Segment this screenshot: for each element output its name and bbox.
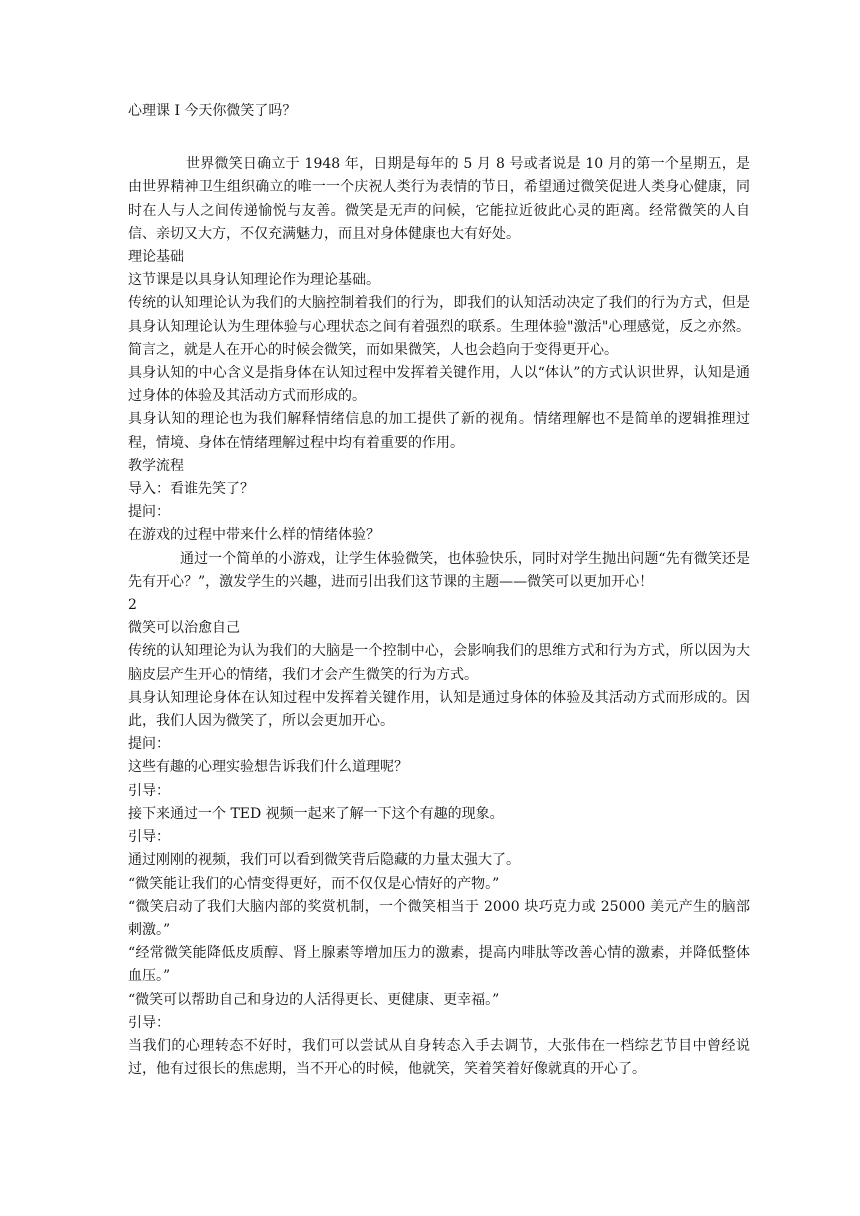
theory-paragraph-1: 这节课是以具身认知理论作为理论基础。: [128, 272, 380, 289]
flow-heading: 教学流程: [128, 457, 184, 474]
section2-guide2-label: 引导：: [128, 829, 170, 846]
section2-guide1-label: 引导：: [128, 782, 170, 799]
section2-paragraph-2: 具身认知理论身体在认知过程中发挥着关键作用，认知是通过身体的体验及其活动方式而形成的。因此，我们人因为微笑了，所以会更加开心。: [128, 689, 750, 730]
flow-question: 在游戏的过程中带来什么样的情绪体验？: [128, 527, 380, 544]
document-title: 心理课 Ⅰ 今天你微笑了吗？: [128, 103, 297, 119]
intro-paragraph: 世界微笑日确立于 1948 年，日期是每年的 5 月 8 号或者说是 10 月的第一个星期五，是由世界精神卫生组织确立的唯一一个庆祝人类行为表情的节日，希望通过微笑促进人类身心健康，同时在人与人之间传递愉悦与友善。微笑是无声的问候，它能拉近彼此心灵的距离。经常微笑的人自信、亲切又大方，不仅充满魅力，而且对身体健康也大有好处。: [128, 156, 750, 242]
quote-4: “微笑可以帮助自己和身边的人活得更长、更健康、更幸福。”: [128, 991, 500, 1008]
section2-question: 这些有趣的心理实验想告诉我们什么道理呢？: [128, 759, 408, 776]
theory-paragraph-4: 具身认知的理论也为我们解释情绪信息的加工提供了新的视角。情绪理解也不是简单的逻辑推理过程，情境、身体在情绪理解过程中均有着重要的作用。: [128, 411, 750, 451]
quote-1: “微笑能让我们的心情变得更好，而不仅仅是心情好的产物。”: [128, 875, 500, 892]
flow-intro-label: 导入：看谁先笑了？: [128, 481, 254, 498]
theory-heading: 理论基础: [128, 249, 184, 266]
flow-game-description: 通过一个简单的小游戏，让学生体验微笑，也体验快乐，同时对学生抛出问题“先有微笑还是先有开心？”，激发学生的兴趣，进而引出我们这节课的主题——微笑可以更加开心！: [128, 550, 750, 590]
section2-question-label: 提问：: [128, 736, 170, 753]
theory-paragraph-2: 传统的认知理论认为我们的大脑控制着我们的行为，即我们的认知活动决定了我们的行为方式，但是具身认知理论认为生理体验与心理状态之间有着强烈的联系。生理体验"激活"心理感觉，反之亦然。简言之，就是人在开心的时候会微笑，而如果微笑，人也会趋向于变得更开心。: [128, 295, 750, 358]
section2-guide2: 通过刚刚的视频，我们可以看到微笑背后隐藏的力量太强大了。: [128, 852, 520, 869]
theory-paragraph-3: 具身认知的中心含义是指身体在认知过程中发挥着关键作用，人以“体认”的方式认识世界，认知是通过身体的体验及其活动方式而形成的。: [128, 365, 750, 405]
section2-guide3: 当我们的心理转态不好时，我们可以尝试从自身转态入手去调节，大张伟在一档综艺节目中曾经说过，他有过很长的焦虑期，当不开心的时候，他就笑，笑着笑着好像就真的开心了。: [128, 1037, 750, 1078]
quote-3: “经常微笑能降低皮质醇、肾上腺素等增加压力的激素，提高内啡肽等改善心情的激素，并降低整体血压。”: [128, 945, 750, 985]
flow-question-label: 提问：: [128, 504, 170, 521]
section2-guide1: 接下来通过一个 TED 视频一起来了解一下这个有趣的现象。: [128, 805, 504, 822]
section2-paragraph-1: 传统的认知理论为认为我们的大脑是一个控制中心，会影响我们的思维方式和行为方式，所以因为大脑皮层产生开心的情绪，我们才会产生微笑的行为方式。: [128, 643, 750, 683]
section2-guide3-label: 引导：: [128, 1014, 170, 1031]
section2-heading: 微笑可以治愈自己: [128, 620, 240, 637]
section2-number: 2: [128, 597, 137, 614]
quote-2: “微笑启动了我们大脑内部的奖赏机制，一个微笑相当于 2000 块巧克力或 25000 美元产生的脑部刺激。”: [128, 898, 750, 938]
